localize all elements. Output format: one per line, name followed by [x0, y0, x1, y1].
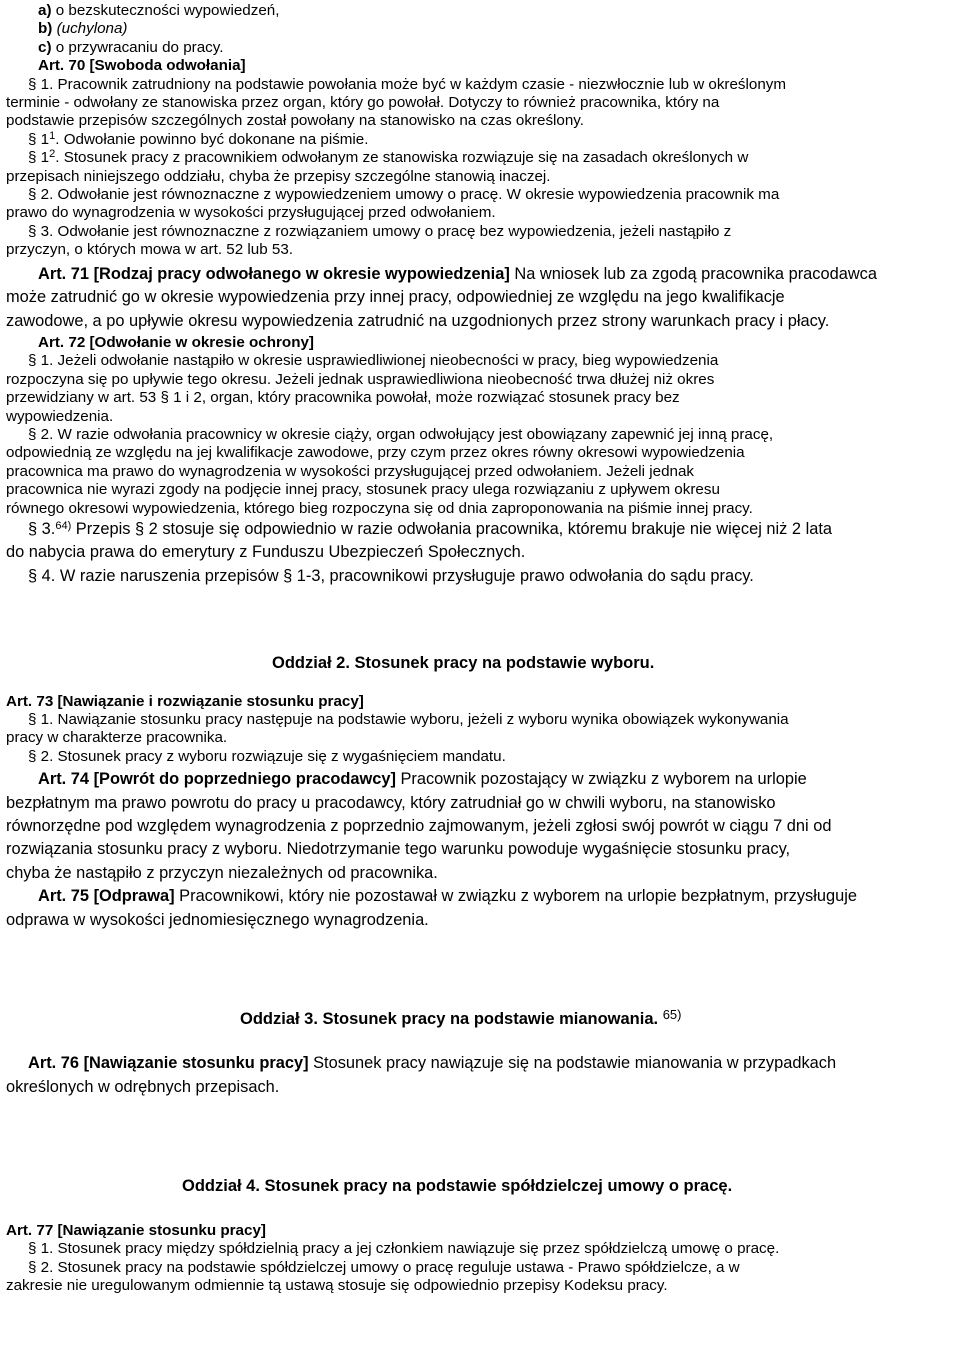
list-text: (uchylona) [52, 20, 128, 38]
article-74-title: Art. 74 [Powrót do poprzedniego pracodawcy] [38, 770, 396, 789]
paragraph-line: § 1. Nawiązanie stosunku pracy następuje na podstawie wyboru, jeżeli z wyboru wynika obowiązek wykonywania [28, 711, 789, 728]
section-heading [6, 1007, 954, 1029]
list-item [6, 20, 954, 38]
paragraph-line: rozwiązania stosunku pracy z wyboru. Niedotrzymanie tego warunku powoduje wygaśnięcie stosunku pracy, [6, 840, 791, 859]
paragraph-number: § 3. [28, 519, 56, 538]
paragraph-text: Stosunek pracy nawiązuje się na podstawie mianowania w przypadkach [308, 1054, 837, 1073]
section-title: Oddział 3. Stosunek pracy na podstawie mianowania. [240, 1010, 659, 1029]
list-marker: c) [38, 38, 52, 56]
superscript: 2 [49, 148, 56, 161]
article-70-title: Art. 70 [Swoboda odwołania] [38, 57, 246, 75]
paragraph-line: § 2. W razie odwołania pracownicy w okresie ciąży, organ odwołujący jest obowiązany zapewnić jej inną pracę, [28, 425, 774, 443]
article-74 [6, 768, 954, 885]
footnote-marker: 65) [662, 1007, 682, 1023]
paragraph-line: do nabycia prawa do emerytury z Funduszu Ubezpieczeń Społecznych. [6, 543, 526, 562]
paragraph-line [6, 131, 954, 149]
paragraph-line: wypowiedzenia. [6, 407, 114, 425]
paragraph-line: § 1. Stosunek pracy między spółdzielnią pracy a jej członkiem nawiązuje się przez spółdzielczą umowę o pracę. [28, 1240, 780, 1258]
list-item [6, 2, 954, 20]
article-73-title: Art. 73 [Nawiązanie i rozwiązanie stosunku pracy] [6, 692, 364, 710]
list-marker: a) [38, 2, 52, 19]
paragraph-number: § 1 [28, 130, 50, 148]
list-text: o przywracaniu do pracy. [51, 38, 224, 56]
article-75 [6, 885, 954, 932]
superscript: 1 [49, 129, 56, 142]
paragraph-text: Na wniosek lub za zgodą pracownika pracodawca [509, 264, 877, 283]
paragraph-line: równego okresowi wypowiedzenia, którego bieg rozpoczyna się od dnia zaproponowania na piśmie innej pracy. [6, 499, 753, 517]
paragraph-line: podstawie przepisów szczególnych został powołany na stanowisko na czas określony. [6, 112, 584, 130]
paragraph-line: pracy w charakterze pracownika. [6, 729, 228, 747]
paragraph-line: zakresie nie uregulowanym odmiennie tą ustawą stosuje się odpowiednio przepisy Kodeksu pracy. [6, 1276, 668, 1294]
paragraph-line: pracownica nie wyrazi zgody na podjęcie innej pracy, stosunek pracy ulega rozwiązaniu z upływem okresu [6, 481, 720, 499]
paragraph-line: zawodowe, a po upływie okresu wypowiedzenia zatrudnić na uzgodnionych przez strony warunkach pracy i płacy. [6, 311, 830, 330]
paragraph-line: przewidziany w art. 53 § 1 i 2, organ, który pracownika powołał, może rozwiązać stosunek pracy bez [6, 389, 680, 407]
paragraph-line: może zatrudnić go w okresie wypowiedzenia przy innej pracy, odpowiedniej ze względu na jego kwalifikacje [6, 288, 785, 307]
footnote-marker: 64) [55, 519, 72, 532]
paragraph-line: równorzędne pod względem wynagrodzenia z poprzednio zajmowanym, jeżeli zgłosi swój powrót w ciągu 7 dni od [6, 817, 832, 836]
paragraph-line: § 1. Jeżeli odwołanie nastąpiło w okresie usprawiedliwionej nieobecności w pracy, bieg wypowiedzenia [28, 352, 719, 370]
paragraph-line: § 2. Odwołanie jest równoznaczne z wypowiedzeniem umowy o pracę. W okresie wypowiedzenia pracownik ma [28, 186, 780, 204]
paragraph-line: § 4. W razie naruszenia przepisów § 1-3, pracownikowi przysługuje prawo odwołania do sądu pracy. [28, 566, 754, 585]
paragraph-line: § 2. Stosunek pracy z wyboru rozwiązuje się z wygaśnięciem mandatu. [28, 747, 506, 765]
paragraph-text: Przepis § 2 stosuje się odpowiednio w razie odwołania pracownika, któremu brakuje nie więcej niż 2 lata [71, 519, 832, 538]
paragraph-line: przepisach niniejszego oddziału, chyba że przepisy szczególne stanowią inaczej. [6, 167, 551, 185]
paragraph-text: . Odwołanie powinno być dokonane na piśmie. [55, 130, 369, 148]
paragraph-line: bezpłatnym ma prawo powrotu do pracy u pracodawcy, który zatrudniał go w chwili wyboru, na stanowisko [6, 793, 776, 812]
paragraph-line [6, 149, 954, 167]
section-heading: Oddział 4. Stosunek pracy na podstawie spółdzielczej umowy o pracę. [182, 1177, 733, 1196]
section-heading: Oddział 2. Stosunek pracy na podstawie wyboru. [272, 654, 655, 673]
paragraph-line: chyba że nastąpiło z przyczyn niezależnych od pracownika. [6, 863, 438, 882]
paragraph-line: terminie - odwołany ze stanowiska przez organ, który go powołał. Dotyczy to również pracownika, który na [6, 94, 720, 112]
paragraph-line: prawo do wynagrodzenia w wysokości przysługującej przed odwołaniem. [6, 204, 496, 222]
list-marker: b) [38, 20, 53, 38]
article-76 [6, 1052, 954, 1099]
article-71 [6, 263, 954, 333]
paragraph-line [6, 518, 954, 541]
article-75-title: Art. 75 [Odprawa] [38, 887, 175, 906]
paragraph-line: odprawa w wysokości jednomiesięcznego wynagrodzenia. [6, 910, 429, 929]
article-71-title: Art. 71 [Rodzaj pracy odwołanego w okresie wypowiedzenia] [38, 264, 510, 283]
paragraph-number: § 1 [28, 149, 50, 167]
paragraph-line: pracownica ma prawo do wynagrodzenia w wysokości przysługującej przed odwołaniem. Jeżeli jednak [6, 462, 694, 480]
paragraph-line: § 3. Odwołanie jest równoznaczne z rozwiązaniem umowy o pracę bez wypowiedzenia, jeżeli nastąpiło z [28, 222, 732, 240]
article-77-title: Art. 77 [Nawiązanie stosunku pracy] [6, 1221, 266, 1239]
paragraph-line: § 2. Stosunek pracy na podstawie spółdzielczej umowy o pracę reguluje ustawa - Prawo spółdzielcze, a w [28, 1258, 740, 1276]
paragraph-line: § 1. Pracownik zatrudniony na podstawie powołania może być w każdym czasie - niezwłocznie lub w określonym [28, 75, 787, 93]
paragraph-line: odpowiednią ze względu na jej kwalifikacje zawodowe, przy czym przez okres równy okresowi wypowiedzenia [6, 444, 745, 462]
list-item [6, 39, 954, 57]
paragraph-line: rozpoczyna się po upływie tego okresu. Jeżeli jednak usprawiedliwiona nieobecność trwa dłużej niż okres [6, 370, 715, 388]
paragraph-line: przyczyn, o których mowa w art. 52 lub 53. [6, 241, 293, 259]
paragraph-text: Pracownik pozostający w związku z wyborem na urlopie [395, 770, 807, 789]
article-72-title: Art. 72 [Odwołanie w okresie ochrony] [38, 333, 314, 351]
paragraph-text: Pracownikowi, który nie pozostawał w związku z wyborem na urlopie bezpłatnym, przysługuje [174, 887, 857, 906]
paragraph-line: określonych w odrębnych przepisach. [6, 1077, 280, 1096]
article-76-title: Art. 76 [Nawiązanie stosunku pracy] [28, 1054, 309, 1073]
paragraph-text: . Stosunek pracy z pracownikiem odwołanym ze stanowiska rozwiązuje się na zasadach określonych w [55, 149, 749, 167]
list-text: o bezskuteczności wypowiedzeń, [51, 2, 280, 19]
